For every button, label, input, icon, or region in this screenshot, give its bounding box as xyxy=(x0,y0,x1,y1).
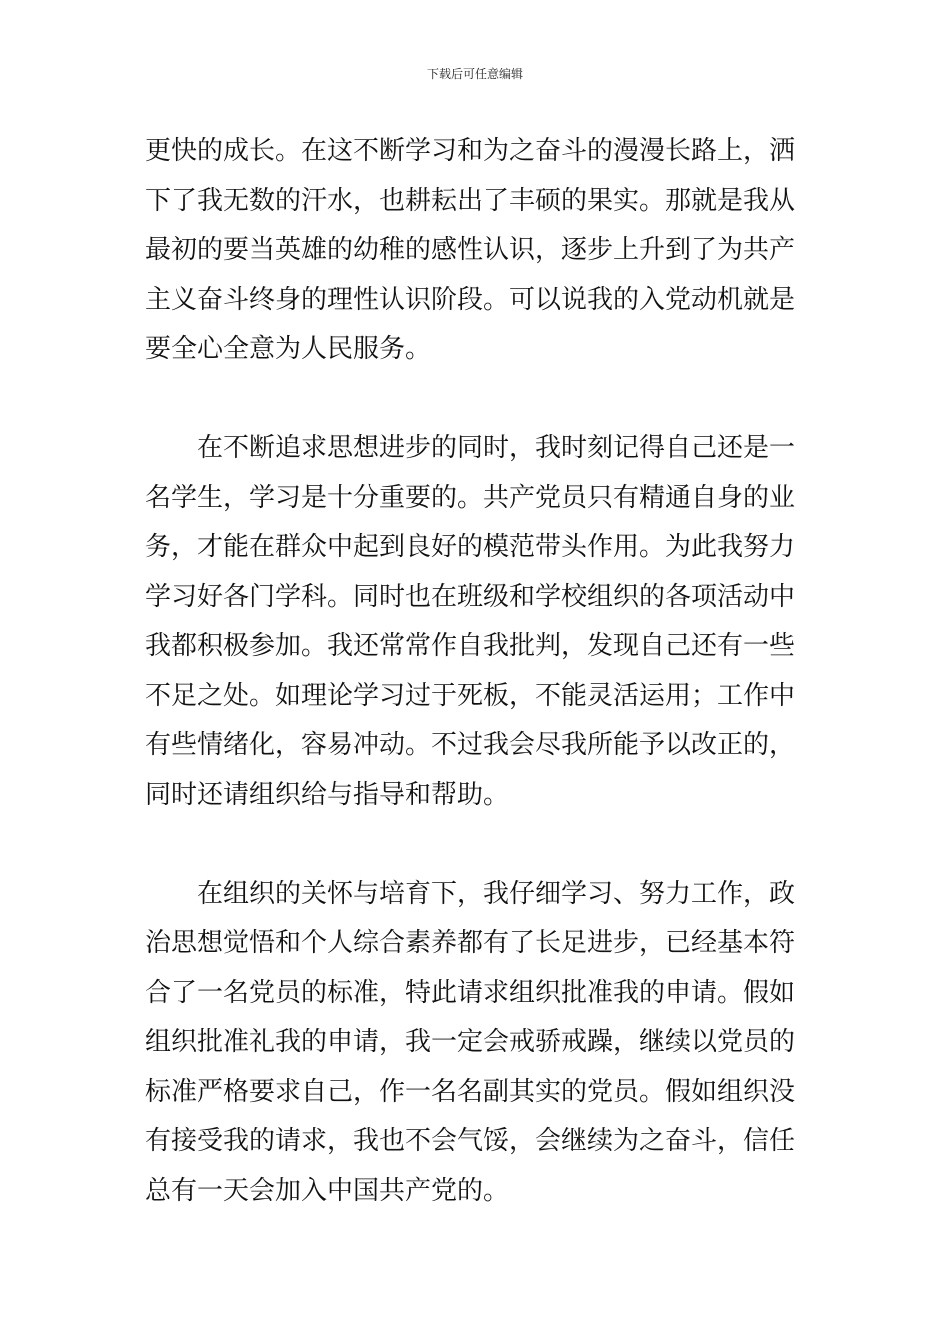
paragraph-2 xyxy=(145,424,807,820)
text-line: 要全心全意为人民服务。 xyxy=(145,334,432,364)
text-line: 总有一天会加入中国共产党的。 xyxy=(145,1175,510,1206)
text-line: 在组织的关怀与培育下，我仔细学习、努力工作，政 xyxy=(145,878,796,909)
text-line: 不足之处。如理论学习过于死板，不能灵活运用；工作中 xyxy=(145,680,796,711)
text-line: 我都积极参加。我还常常作自我批判，发现自己还有一些 xyxy=(145,631,796,661)
text-line: 务，才能在群众中起到良好的模范带头作用。为此我努力 xyxy=(145,532,796,562)
text-line: 主义奋斗终身的理性认识阶段。可以说我的入党动机就是 xyxy=(145,284,796,315)
text-line: 组织批准礼我的申请，我一定会戒骄戒躁，继续以党员的 xyxy=(145,1027,796,1057)
text-line: 名学生，学习是十分重要的。共产党员只有精通自身的业 xyxy=(145,482,796,513)
paragraph-3 xyxy=(145,870,807,1217)
text-line: 同时还请组织给与指导和帮助。 xyxy=(145,779,510,810)
paragraph-gap xyxy=(145,375,807,425)
paragraph-gap xyxy=(145,820,807,870)
document-body xyxy=(145,127,807,1216)
text-line: 下了我无数的汗水，也耕耘出了丰硕的果实。那就是我从 xyxy=(145,185,796,216)
paragraph-1 xyxy=(145,127,807,375)
text-line: 治思想觉悟和个人综合素养都有了长足进步，已经基本符 xyxy=(145,928,796,958)
text-line: 合了一名党员的标准，特此请求组织批准我的申请。假如 xyxy=(145,977,796,1008)
text-line: 学习好各门学科。同时也在班级和学校组织的各项活动中 xyxy=(145,581,796,612)
text-line: 有些情绪化，容易冲动。不过我会尽我所能予以改正的， xyxy=(145,730,796,760)
text-line: 标准严格要求自己，作一名名副其实的党员。假如组织没 xyxy=(145,1076,796,1107)
text-line: 更快的成长。在这不断学习和为之奋斗的漫漫长路上，洒 xyxy=(145,136,796,166)
text-line: 有接受我的请求，我也不会气馁，会继续为之奋斗，信任 xyxy=(145,1126,796,1156)
text-line: 在不断追求思想进步的同时，我时刻记得自己还是一 xyxy=(145,433,796,463)
text-line: 最初的要当英雄的幼稚的感性认识，逐步上升到了为共产 xyxy=(145,235,796,265)
page-header: 下载后可任意编辑 xyxy=(426,67,523,81)
